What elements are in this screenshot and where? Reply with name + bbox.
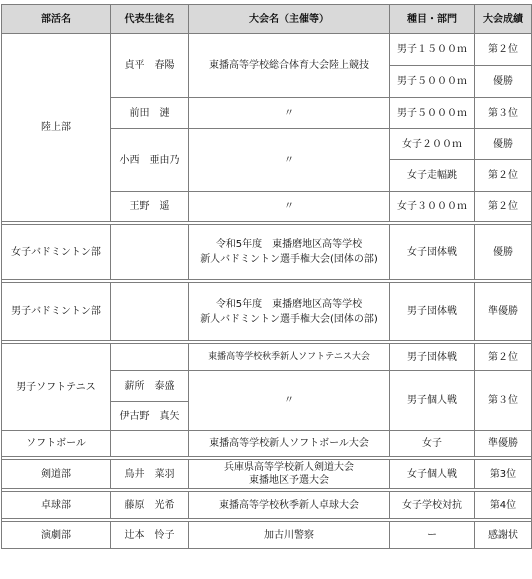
result-cell: 第２位 xyxy=(475,192,532,222)
result-cell: 第３位 xyxy=(475,98,532,129)
result-cell: 感謝状 xyxy=(475,522,532,549)
club-cell: 女子バドミントン部 xyxy=(2,225,111,280)
event-line: 兵庫県高等学校新人剣道大会 xyxy=(224,462,354,473)
header-row xyxy=(2,5,532,34)
header-category: 種目・部門 xyxy=(390,5,475,34)
header-event: 大会名（主催等） xyxy=(189,5,390,34)
result-cell: 第4位 xyxy=(475,492,532,519)
results-table xyxy=(1,4,532,549)
rep-cell xyxy=(111,283,189,341)
category-cell: 女子２００ｍ xyxy=(390,129,475,160)
event-cell: 東播高等学校秋季新人ソフトテニス大会 xyxy=(189,344,390,371)
event-cell: 東播高等学校総合体育大会陸上競技 xyxy=(189,34,390,98)
rep-cell: 辻本 怜子 xyxy=(111,522,189,549)
category-cell: 女子３０００ｍ xyxy=(390,192,475,222)
event-cell xyxy=(189,225,390,280)
table-row xyxy=(2,460,532,489)
table-row xyxy=(2,344,532,371)
rep-cell: 王野 遥 xyxy=(111,192,189,222)
rep-cell: 前田 漣 xyxy=(111,98,189,129)
result-cell: 準優勝 xyxy=(475,283,532,341)
table-row xyxy=(2,34,532,66)
event-line: 令和5年度 東播磨地区高等学校 xyxy=(215,298,363,310)
category-cell: 男子個人戦 xyxy=(390,371,475,431)
event-cell: 〃 xyxy=(189,98,390,129)
event-cell: 東播高等学校秋季新人卓球大会 xyxy=(189,492,390,519)
club-cell: 卓球部 xyxy=(2,492,111,519)
event-cell: 加古川警察 xyxy=(189,522,390,549)
event-cell: 〃 xyxy=(189,371,390,431)
category-cell: 女子 xyxy=(390,431,475,457)
result-cell: 第２位 xyxy=(475,34,532,66)
category-cell: 男子１５００ｍ xyxy=(390,34,475,66)
rep-cell: 鳥井 菜羽 xyxy=(111,460,189,489)
event-line: 令和5年度 東播磨地区高等学校 xyxy=(215,239,363,250)
category-cell: 女子個人戦 xyxy=(390,460,475,489)
header-rep: 代表生徒名 xyxy=(111,5,189,34)
event-cell: 〃 xyxy=(189,129,390,192)
rep-cell xyxy=(111,431,189,457)
category-cell: ー xyxy=(390,522,475,549)
result-cell: 準優勝 xyxy=(475,431,532,457)
rep-cell: 薪所 泰盛 xyxy=(111,371,189,402)
result-cell: 優勝 xyxy=(475,129,532,160)
category-cell: 女子走幅跳 xyxy=(390,160,475,192)
category-cell: 男子５０００ｍ xyxy=(390,98,475,129)
category-cell: 女子学校対抗 xyxy=(390,492,475,519)
event-line: 東播地区予選大会 xyxy=(249,475,329,486)
category-cell: 女子団体戦 xyxy=(390,225,475,280)
result-cell: 優勝 xyxy=(475,225,532,280)
rep-cell xyxy=(111,344,189,371)
event-cell xyxy=(189,283,390,341)
table-row xyxy=(2,283,532,341)
event-cell: 東播高等学校新人ソフトボール大会 xyxy=(189,431,390,457)
table-row xyxy=(2,522,532,549)
result-cell: 第３位 xyxy=(475,371,532,431)
result-cell: 第3位 xyxy=(475,460,532,489)
rep-cell xyxy=(111,225,189,280)
event-line: 新人バドミントン選手権大会(団体の部) xyxy=(200,254,378,265)
club-cell: 男子バドミントン部 xyxy=(2,283,111,341)
category-cell: 男子団体戦 xyxy=(390,283,475,341)
event-cell: 〃 xyxy=(189,192,390,222)
result-cell: 第２位 xyxy=(475,344,532,371)
table-row xyxy=(2,431,532,457)
table-row xyxy=(2,225,532,280)
event-line: 新人バドミントン選手権大会(団体の部) xyxy=(200,313,378,325)
header-club: 部活名 xyxy=(2,5,111,34)
club-cell: 男子ソフトテニス xyxy=(2,344,111,431)
rep-cell: 小西 亜由乃 xyxy=(111,129,189,192)
result-cell: 第２位 xyxy=(475,160,532,192)
header-result: 大会成績 xyxy=(475,5,532,34)
category-cell: 男子５０００ｍ xyxy=(390,66,475,98)
result-cell: 優勝 xyxy=(475,66,532,98)
club-cell: 剣道部 xyxy=(2,460,111,489)
club-cell: 陸上部 xyxy=(2,34,111,222)
event-cell xyxy=(189,460,390,489)
rep-cell: 藤原 光希 xyxy=(111,492,189,519)
club-cell: 演劇部 xyxy=(2,522,111,549)
category-cell: 男子団体戦 xyxy=(390,344,475,371)
rep-cell: 貞平 春陽 xyxy=(111,34,189,98)
rep-cell: 伊古野 真矢 xyxy=(111,402,189,431)
table-row xyxy=(2,492,532,519)
club-cell: ソフトボール xyxy=(2,431,111,457)
